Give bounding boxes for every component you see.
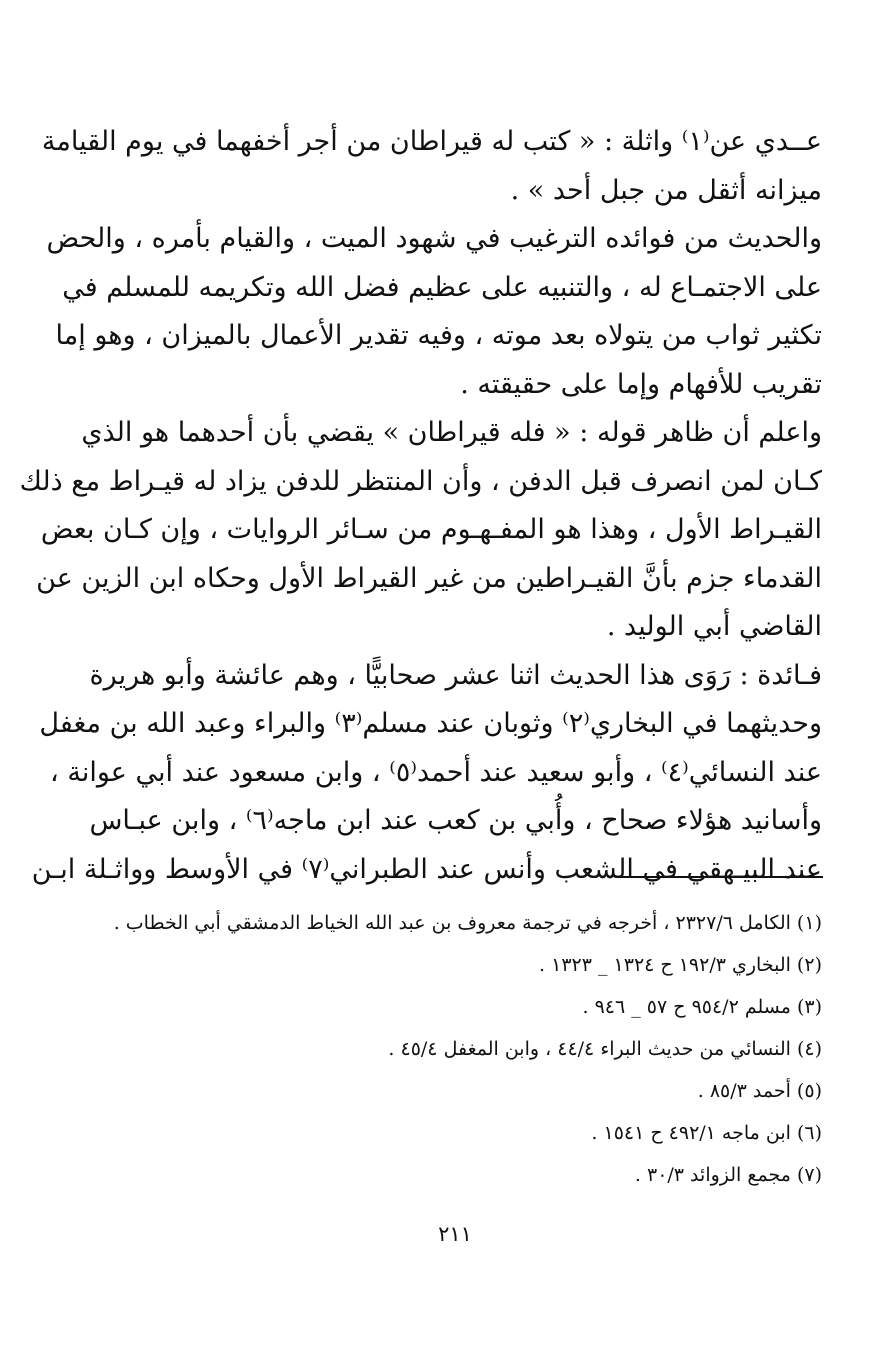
text-line: القاضي أبي الوليد . <box>606 611 822 642</box>
text-line: عند النسائي⁽٤⁾ ، وأبو سعيد عند أحمد⁽٥⁾ ، وابن مسعود عند أبي عوانة ، <box>50 756 822 788</box>
paragraph-4 <box>31 652 822 895</box>
footnote: (٧) مجمع الزوائد ٣٠/٣ . <box>634 1164 822 1186</box>
footnote: (٢) البخاري ١٩٢/٣ ح ١٣٢٤ _ ١٣٢٣ . <box>539 954 822 976</box>
footnote: (١) الكامل ٢٣٢٧/٦ ، أخرجه في ترجمة معروف بن عبد الله الخياط الدمشقي أبي الخطاب . <box>113 912 822 934</box>
text-line: فـائدة : رَوَى هذا الحديث اثنا عشر صحابيًّا ، وهم عائشة وأبو هريرة <box>89 659 822 691</box>
text-line: عــدي عن⁽١⁾ واثلة : « كتب له قيراطان من أجر أخفهما في يوم القيامة <box>41 126 822 157</box>
text-line: ميزانه أثقل من جبل أحد » . <box>510 174 822 206</box>
text-line: القيـراط الأول ، وهذا هو المفـهـوم من سـائر الروايات ، وإن كـان بعض <box>40 514 822 545</box>
text-line: والحديث من فوائده الترغيب في شهود الميت ، والقيام بأمره ، والحض <box>46 223 822 254</box>
footnote: (٤) النسائي من حديث البراء ٤٤/٤ ، وابن المغفل ٤٥/٤ . <box>388 1038 822 1060</box>
text-line: واعلم أن ظاهر قوله : « فله قيراطان » يقضي بأن أحدهما هو الذي <box>81 417 822 448</box>
text-line: وأسانيد هؤلاء صحاح ، وأُبي بن كعب عند ابن ماجه⁽٦⁾ ، وابن عبـاس <box>89 805 822 836</box>
text-line: وحديثهما في البخاري⁽٢⁾ وثوبان عند مسلم⁽٣⁾ والبراء وعبد الله بن مغفل <box>39 708 822 739</box>
text-line: كـان لمن انصرف قبل الدفن ، وأن المنتظر للدفن يزاد له قيـراط مع ذلك <box>19 465 822 497</box>
page-number: ٢١١ <box>438 1222 472 1246</box>
text-line: القدماء جزم بأنَّ القيـراطين من غير القيراط الأول وحكاه ابن الزين عن <box>36 562 822 594</box>
paragraph-2 <box>46 215 822 409</box>
main-text <box>19 118 822 894</box>
paragraph-3 <box>19 409 822 652</box>
footnote: (٥) أحمد ٨٥/٣ . <box>697 1080 822 1102</box>
text-line: على الاجتمـاع له ، والتنبيه على عظيم فضل الله وتكريمه للمسلم في <box>62 271 822 303</box>
footnote: (٣) مسلم ٩٥٤/٢ ح ٥٧ _ ٩٤٦ . <box>582 996 822 1018</box>
paragraph-1 <box>41 118 822 215</box>
text-line: عند البيـهقي في الشعب وأنس عند الطبراني⁽٧⁾ في الأوسط وواثـلة ابـن <box>31 853 822 885</box>
footnote: (٦) ابن ماجه ٤٩٢/١ ح ١٥٤١ . <box>591 1122 822 1144</box>
text-line: تقريب للأفهام وإما على حقيقته . <box>460 368 822 400</box>
text-line: تكثير ثواب من يتولاه بعد موته ، وفيه تقدير الأعمال بالميزان ، وهو إما <box>55 320 822 351</box>
footnote-separator <box>620 876 823 878</box>
footnotes <box>113 902 822 1196</box>
